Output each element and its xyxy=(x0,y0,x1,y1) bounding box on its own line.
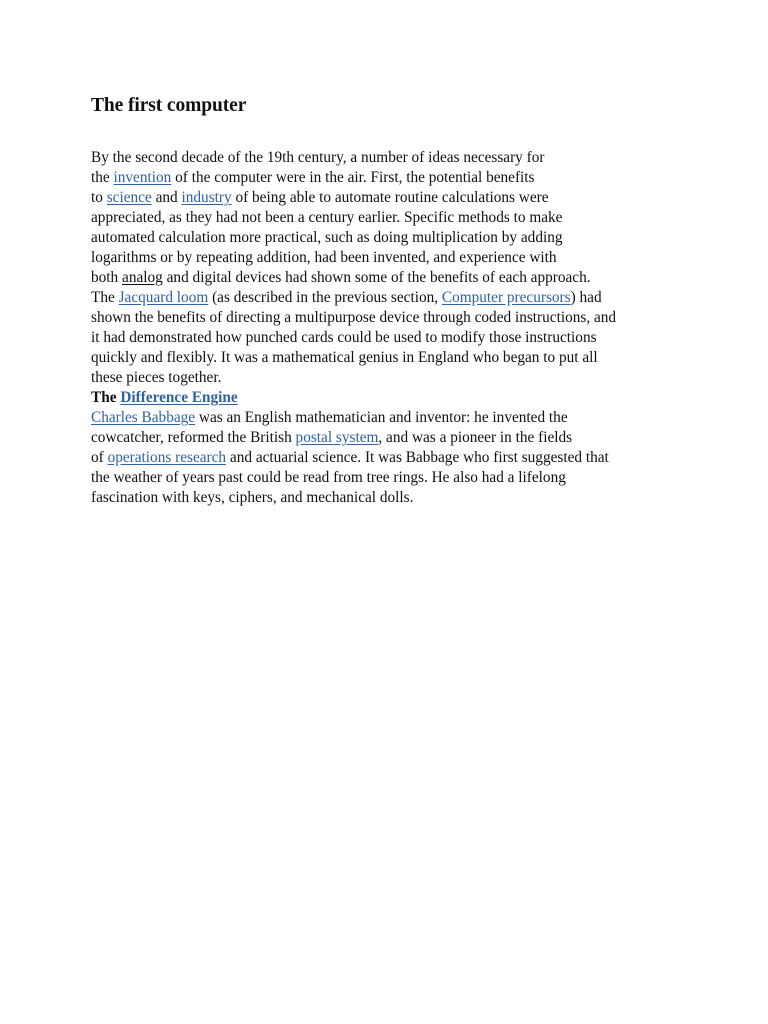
underlined-term-analog: analog xyxy=(122,269,163,286)
text-run: The xyxy=(91,289,119,306)
paragraph-line xyxy=(91,468,731,488)
paragraph-line xyxy=(91,408,731,428)
text-run: was an English mathematician and inventor: he invented the xyxy=(195,409,568,426)
paragraph-line xyxy=(91,308,731,328)
text-run: fascination with keys, ciphers, and mechanical dolls. xyxy=(91,489,414,506)
text-run: these pieces together. xyxy=(91,369,222,386)
text-run: automated calculation more practical, such as doing multiplication by adding xyxy=(91,229,563,246)
text-run: By the second decade of the 19th century, a number of ideas necessary for xyxy=(91,149,545,166)
text-run: , and was a pioneer in the fields xyxy=(378,429,573,446)
text-run: shown the benefits of directing a multipurpose device through coded instructions, and xyxy=(91,309,617,326)
link-invention[interactable]: invention xyxy=(113,169,172,186)
paragraph-line xyxy=(91,288,731,308)
article-body xyxy=(91,148,731,508)
document-page xyxy=(91,92,731,508)
text-run: ) had xyxy=(570,289,602,306)
paragraph-line xyxy=(91,348,731,368)
link-charles-babbage[interactable]: Charles Babbage xyxy=(91,409,196,426)
text-run: and digital devices had shown some of the benefits of each approach. xyxy=(162,269,591,286)
link-difference-engine[interactable]: Difference Engine xyxy=(120,389,238,406)
text-run: quickly and flexibly. It was a mathematical genius in England who began to put all xyxy=(91,349,598,366)
link-operations-research[interactable]: operations research xyxy=(107,449,227,466)
page-title: The first computer xyxy=(91,95,247,116)
paragraph-line xyxy=(91,328,731,348)
paragraph-line xyxy=(91,268,731,288)
text-run: the weather of years past could be read from tree rings. He also had a lifelong xyxy=(91,469,566,486)
link-industry[interactable]: industry xyxy=(181,189,232,206)
paragraph-line xyxy=(91,428,731,448)
text-run: of xyxy=(91,449,108,466)
link-computer-precursors[interactable]: Computer precursors xyxy=(441,289,571,306)
paragraph-line xyxy=(91,168,731,188)
text-run: the xyxy=(91,169,114,186)
text-run: of being able to automate routine calculations were xyxy=(231,189,549,206)
text-run: appreciated, as they had not been a century earlier. Specific methods to make xyxy=(91,209,563,226)
section-heading-prefix: The xyxy=(91,389,121,406)
text-run: to xyxy=(91,189,107,206)
text-run: cowcatcher, reformed the British xyxy=(91,429,296,446)
text-run: both xyxy=(91,269,123,286)
paragraph-line xyxy=(91,368,731,388)
paragraph-line xyxy=(91,228,731,248)
link-jacquard-loom[interactable]: Jacquard loom xyxy=(118,289,209,306)
text-run: and xyxy=(151,189,182,206)
text-run: and actuarial science. It was Babbage who first suggested that xyxy=(226,449,609,466)
text-run: it had demonstrated how punched cards could be used to modify those instructions xyxy=(91,329,597,346)
paragraph-line xyxy=(91,248,731,268)
text-run: logarithms or by repeating addition, had been invented, and experience with xyxy=(91,249,557,266)
paragraph-line xyxy=(91,448,731,468)
link-science[interactable]: science xyxy=(106,189,152,206)
paragraph-line xyxy=(91,148,731,168)
section-heading xyxy=(91,388,731,408)
paragraph-line xyxy=(91,488,731,508)
paragraph-line xyxy=(91,188,731,208)
link-postal-system[interactable]: postal system xyxy=(295,429,379,446)
text-run: of the computer were in the air. First, the potential benefits xyxy=(171,169,535,186)
paragraph-line xyxy=(91,208,731,228)
text-run: (as described in the previous section, xyxy=(208,289,442,306)
